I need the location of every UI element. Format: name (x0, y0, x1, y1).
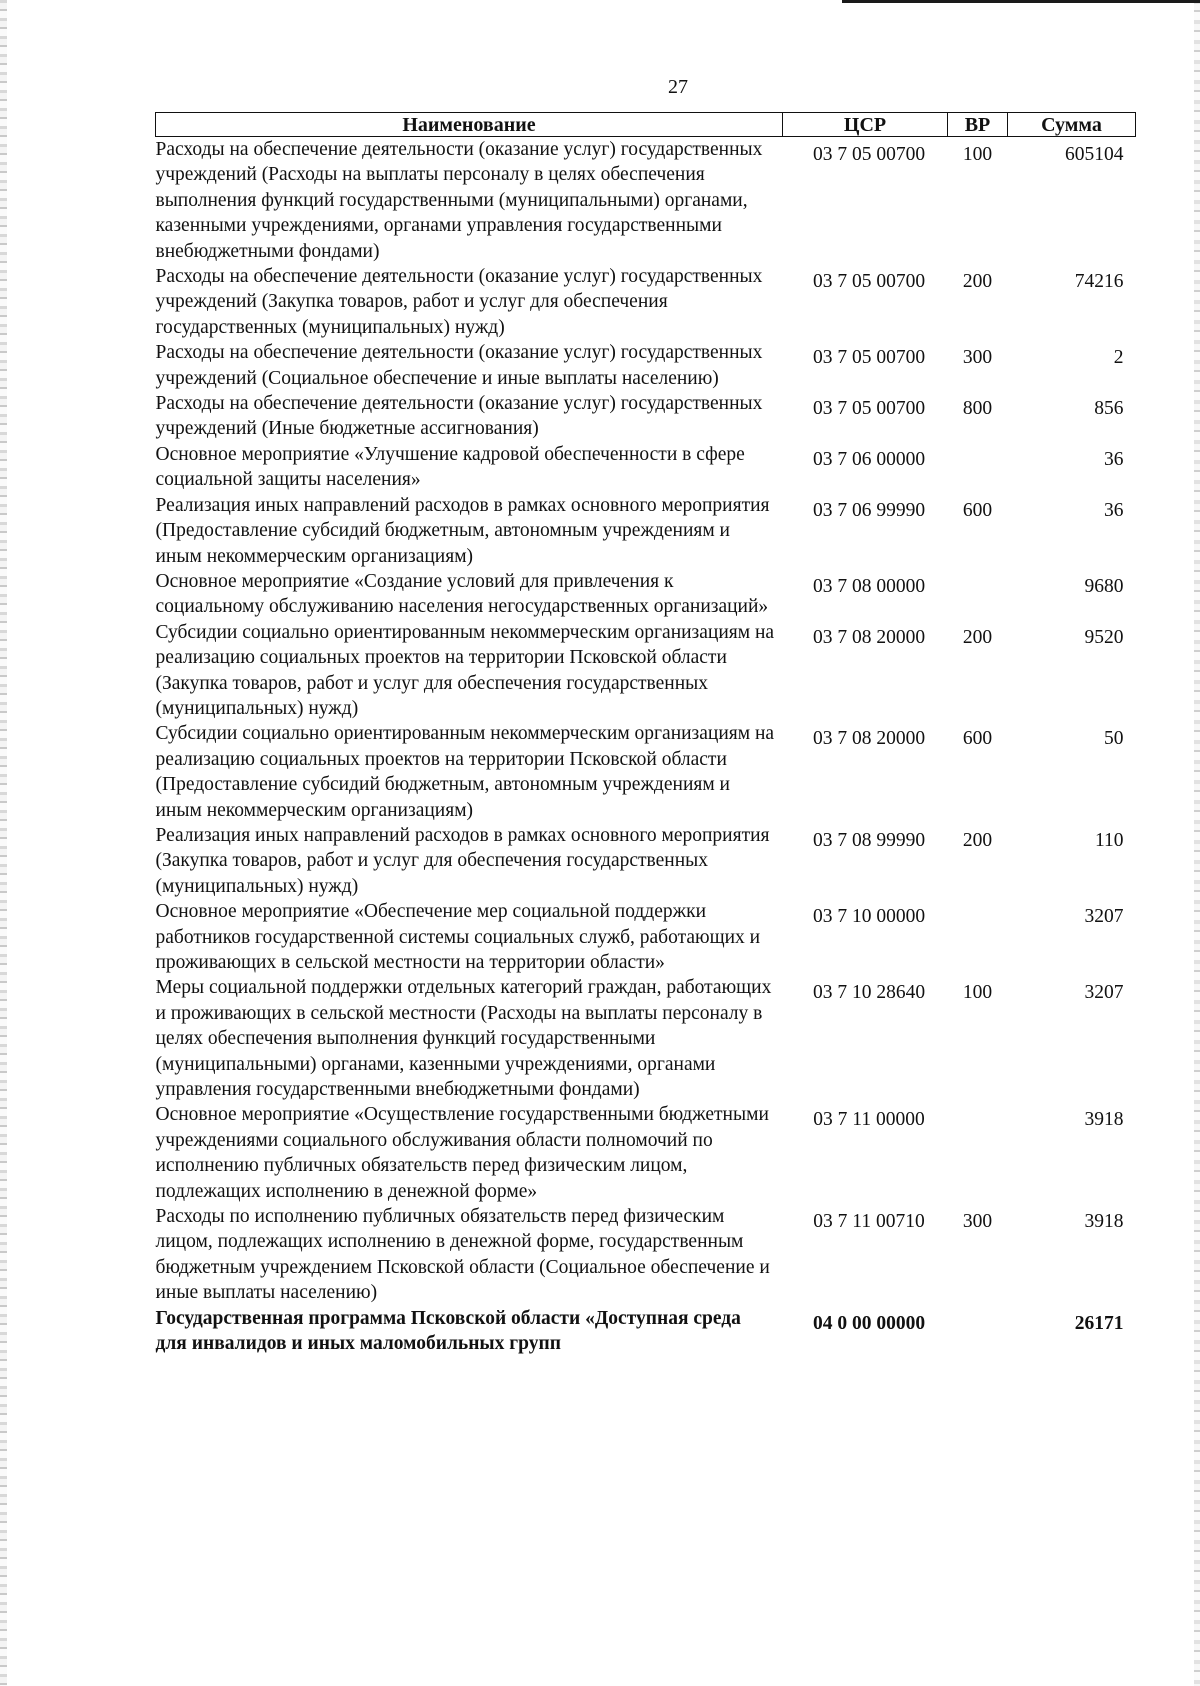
cell-vr (948, 569, 1008, 620)
cell-vr: 100 (962, 144, 993, 165)
table-row (156, 975, 1136, 1102)
table-row (156, 1204, 1136, 1306)
cell-sum: 3918 (1084, 1211, 1124, 1233)
cell-sum: 2 (1113, 347, 1124, 369)
cell-sum: 36 (1104, 499, 1124, 521)
header-name: Наименование (156, 113, 783, 137)
cell-vr: 200 (962, 829, 993, 851)
cell-csr: 03 7 05 00700 (812, 347, 926, 369)
cell-csr: 03 7 10 00000 (812, 906, 926, 928)
cell-vr: 100 (962, 982, 993, 1004)
cell-name: Субсидии социально ориентированным некоммерческим организациям на реализацию социальных проектов на территории Псковской области (Закупка товаров, работ и услуг для обеспечения государственных (муниципальных) нужд) (155, 621, 775, 719)
cell-sum: 3207 (1084, 982, 1124, 1004)
cell-name: Основное мероприятие «Создание условий для привлечения к социальному обслуживанию населения негосударственных организаций» (155, 570, 769, 618)
cell-vr (948, 1306, 1008, 1357)
cell-csr: 03 7 10 28640 (812, 982, 926, 1004)
cell-vr: 600 (962, 499, 993, 521)
cell-name: Основное мероприятие «Осуществление государственными бюджетными учреждениями социального обслуживания области полномочий по исполнению публичных обязательств перед физическим лицом, подлежащих исполнению в денежной форме» (155, 1104, 769, 1202)
cell-name: Реализация иных направлений расходов в рамках основного мероприятия (Предоставление субсидий бюджетным, автономным учреждениям и иным некоммерческим организациям) (155, 494, 770, 567)
table-row (156, 391, 1136, 442)
cell-sum: 9520 (1084, 626, 1124, 648)
cell-vr: 600 (962, 728, 993, 750)
cell-csr: 04 0 00 00000 (812, 1312, 926, 1334)
cell-vr: 200 (962, 271, 993, 293)
cell-vr: 800 (962, 398, 993, 420)
cell-name: Расходы по исполнению публичных обязательств перед физическим лицом, подлежащих исполнению в денежной форме, государственным бюджетным учреждением Псковской области (Социальное обеспечение и иные выплаты населению) (155, 1206, 770, 1304)
header-row (156, 113, 1136, 137)
cell-name: Реализация иных направлений расходов в рамках основного мероприятия (Закупка товаров, работ и услуг для обеспечения государственных (муниципальных) нужд) (155, 824, 770, 897)
table-row (156, 1306, 1136, 1357)
budget-table (155, 112, 1136, 1357)
cell-vr (948, 899, 1008, 975)
table-row (156, 493, 1136, 569)
cell-name: Государственная программа Псковской области «Доступная среда для инвалидов и иных маломобильных групп (155, 1307, 741, 1355)
cell-sum: 36 (1104, 448, 1124, 470)
cell-vr (948, 1102, 1008, 1204)
cell-name: Субсидии социально ориентированным некоммерческим организациям на реализацию социальных проектов на территории Псковской области (Предоставление субсидий бюджетным, автономным учреждениям и иным некоммерческим организациям) (155, 723, 775, 821)
cell-csr: 03 7 05 00700 (812, 398, 926, 420)
cell-csr: 03 7 08 99990 (812, 829, 926, 851)
cell-sum: 50 (1104, 728, 1124, 750)
cell-sum: 856 (1094, 398, 1124, 420)
table-row (156, 1102, 1136, 1204)
cell-name: Расходы на обеспечение деятельности (оказание услуг) государственных учреждений (Закупка товаров, работ и услуг для обеспечения государственных (муниципальных) нужд) (155, 266, 763, 338)
cell-sum: 9680 (1084, 575, 1124, 597)
header-sum: Сумма (1008, 113, 1136, 137)
cell-sum: 110 (1094, 829, 1124, 851)
table-header (156, 113, 1136, 137)
cell-name: Основное мероприятие «Обеспечение мер социальной поддержки работников государственной системы социальных служб, работающих и проживающих в сельской местности на территории области» (155, 901, 761, 973)
cell-vr (948, 442, 1008, 493)
cell-sum: 3918 (1084, 1109, 1124, 1131)
cell-sum: 26171 (1074, 1312, 1124, 1334)
cell-name: Меры социальной поддержки отдельных категорий граждан, работающих и проживающих в сельской местности (Расходы на выплаты персоналу в целях обеспечения выполнения функций государственными (муниципальными) органами, казенными учреждениями, органами управления государственными внебюджетными фондами) (155, 977, 772, 1101)
cell-sum: 605104 (1065, 144, 1124, 165)
table-row (156, 340, 1136, 391)
cell-csr: 03 7 05 00700 (812, 271, 926, 293)
cell-name: Расходы на обеспечение деятельности (оказание услуг) государственных учреждений (Социальное обеспечение и иные выплаты населению) (155, 342, 763, 389)
page-number: 27 (668, 76, 688, 98)
cell-csr: 03 7 08 20000 (812, 728, 926, 750)
scan-edge-right (1194, 0, 1200, 1686)
header-vr: ВР (948, 113, 1008, 137)
scan-edge-left (0, 0, 7, 1686)
table-row (156, 264, 1136, 340)
table-body (156, 137, 1136, 1357)
cell-sum: 74216 (1074, 271, 1124, 293)
table-row (156, 569, 1136, 620)
cell-name: Расходы на обеспечение деятельности (оказание услуг) государственных учреждений (Расходы на выплаты персоналу в целях обеспечения выполнения функций государственными (муниципальными) органами, казенными учреждениями, органами управления государственными внебюджетными фондами) (155, 139, 763, 262)
table-row (156, 137, 1136, 265)
header-csr: ЦСР (783, 113, 948, 137)
table-row (156, 721, 1136, 823)
cell-csr: 03 7 08 20000 (812, 626, 926, 648)
cell-csr: 03 7 08 00000 (812, 575, 926, 597)
cell-vr: 300 (962, 1211, 993, 1233)
table-row (156, 823, 1136, 899)
cell-vr: 200 (962, 626, 993, 648)
budget-table-container (155, 112, 1135, 1357)
cell-name: Основное мероприятие «Улучшение кадровой обеспеченности в сфере социальной защиты населения» (155, 443, 745, 491)
cell-name: Расходы на обеспечение деятельности (оказание услуг) государственных учреждений (Иные бюджетные ассигнования) (155, 393, 763, 440)
cell-csr: 03 7 11 00000 (813, 1109, 925, 1131)
table-row (156, 899, 1136, 975)
cell-vr: 300 (962, 347, 993, 369)
table-row (156, 620, 1136, 722)
scan-top-line (842, 0, 1200, 3)
cell-csr: 03 7 05 00700 (812, 144, 926, 165)
cell-sum: 3207 (1084, 906, 1124, 928)
cell-csr: 03 7 06 00000 (812, 448, 926, 470)
cell-csr: 03 7 06 99990 (812, 499, 926, 521)
table-row (156, 442, 1136, 493)
cell-csr: 03 7 11 00710 (813, 1211, 925, 1233)
